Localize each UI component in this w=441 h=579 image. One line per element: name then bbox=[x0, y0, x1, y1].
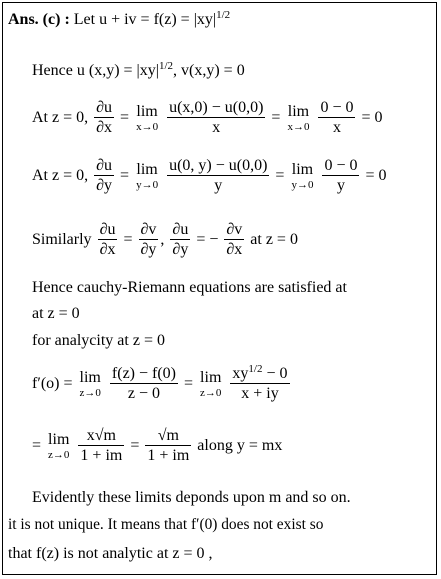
limit bbox=[291, 162, 313, 191]
result: = 0 bbox=[365, 167, 387, 184]
lim-word: lim bbox=[136, 102, 158, 120]
du-dx-fraction bbox=[94, 100, 114, 136]
equals: = bbox=[120, 167, 130, 184]
lim-sub: z→0 bbox=[79, 386, 101, 399]
equals: = bbox=[32, 437, 42, 454]
numerator: ∂u bbox=[99, 221, 116, 238]
equals-minus: = − bbox=[196, 231, 219, 248]
limit-along-line bbox=[32, 428, 282, 464]
result: = 0 bbox=[361, 109, 383, 126]
numerator: 0 − 0 bbox=[324, 157, 358, 174]
not-analytic-text: that f(z) is not analytic at z = 0 , bbox=[8, 545, 213, 562]
numerator: u(x,0) − u(0,0) bbox=[169, 99, 264, 116]
limit bbox=[287, 104, 309, 133]
du-dx-fraction bbox=[98, 222, 118, 258]
denominator: 1 + im bbox=[147, 447, 190, 464]
denominator: x bbox=[332, 119, 341, 136]
numerator bbox=[230, 363, 289, 384]
zero-fraction bbox=[318, 100, 355, 136]
f-prime-lhs: f′(o) = bbox=[32, 375, 73, 392]
numerator: ∂u bbox=[96, 99, 113, 116]
denominator: ∂y bbox=[172, 241, 189, 258]
denominator: ∂y bbox=[96, 177, 113, 194]
xm-quotient bbox=[78, 428, 124, 464]
zero-fraction bbox=[322, 158, 359, 194]
numerator: u(0, y) − u(0,0) bbox=[169, 157, 268, 174]
cauchy-riemann-relations bbox=[32, 222, 298, 258]
denominator: ∂x bbox=[96, 119, 113, 136]
lim-word: lim bbox=[200, 368, 222, 386]
numerator: ∂u bbox=[172, 221, 189, 238]
exponent: 1/2 bbox=[158, 60, 174, 72]
derivative-definition bbox=[32, 363, 292, 402]
lim-sub: x→0 bbox=[136, 120, 159, 133]
denominator: ∂x bbox=[99, 241, 116, 258]
equals: = bbox=[271, 109, 281, 126]
lim-word: lim bbox=[79, 368, 101, 386]
u-v-definition bbox=[32, 60, 245, 79]
u-def-text: Hence u (x,y) = |xy| bbox=[32, 62, 159, 79]
definition-text: Let u + iv = f(z) = |xy| bbox=[73, 11, 217, 28]
limit bbox=[80, 370, 101, 399]
limit bbox=[136, 162, 158, 191]
denominator: 1 + im bbox=[80, 447, 123, 464]
comma: , bbox=[160, 231, 165, 248]
limit bbox=[136, 104, 158, 133]
denominator: x bbox=[212, 119, 221, 136]
denominator: ∂y bbox=[140, 241, 157, 258]
dv-dx-fraction bbox=[224, 222, 244, 258]
numerator: √m bbox=[145, 428, 191, 446]
numerator: x√m bbox=[78, 428, 124, 446]
equals: = bbox=[120, 109, 130, 126]
numerator: ∂v bbox=[140, 221, 157, 238]
numerator: ∂u bbox=[96, 157, 113, 174]
equals: = bbox=[123, 231, 133, 248]
lim-sub: y→0 bbox=[136, 178, 159, 191]
exponent: 1/2 bbox=[216, 9, 231, 21]
lim-sub: z→0 bbox=[200, 386, 222, 399]
xy-quotient bbox=[230, 363, 289, 402]
cr-at-z0-text: at z = 0 bbox=[32, 305, 80, 322]
difference-quotient bbox=[167, 158, 269, 194]
answer-label: Ans. (c) : bbox=[8, 11, 70, 28]
similarly-text: Similarly bbox=[32, 231, 92, 248]
denominator: x + iy bbox=[241, 385, 279, 402]
limit bbox=[48, 432, 69, 461]
numerator: 0 − 0 bbox=[320, 99, 354, 116]
at-z0-text: At z = 0, bbox=[32, 167, 89, 184]
not-unique-text: it is not unique. It means that f′(0) does not exist so bbox=[8, 516, 324, 533]
derivative-quotient bbox=[110, 366, 178, 402]
num-tail: − 0 bbox=[262, 365, 288, 382]
dv-dy-fraction bbox=[139, 222, 159, 258]
partial-ux-equation bbox=[32, 100, 383, 136]
m-quotient bbox=[145, 428, 191, 464]
lim-word: lim bbox=[291, 160, 314, 178]
equals: = bbox=[275, 167, 285, 184]
limit bbox=[200, 370, 221, 399]
du-dy-fraction bbox=[170, 222, 190, 258]
lim-word: lim bbox=[136, 160, 158, 178]
lim-sub: z→0 bbox=[48, 448, 70, 461]
lim-sub: y→0 bbox=[291, 178, 314, 191]
cr-satisfied-text: Hence cauchy-Riemann equations are satisfied at bbox=[32, 279, 347, 296]
du-dy-fraction bbox=[94, 158, 114, 194]
v-def-text: , v(x,y) = 0 bbox=[173, 62, 245, 79]
denominator: ∂x bbox=[226, 241, 243, 258]
evidently-text: Evidently these limits deponds upon m and so on. bbox=[32, 489, 351, 506]
numerator: ∂v bbox=[226, 221, 243, 238]
denominator: z − 0 bbox=[127, 385, 161, 402]
numerator: f(z) − f(0) bbox=[111, 365, 176, 382]
denominator: y bbox=[336, 177, 345, 194]
lim-word: lim bbox=[48, 430, 70, 448]
at-z0-text: At z = 0, bbox=[32, 109, 89, 126]
along-line-text: along y = mx bbox=[197, 437, 283, 454]
denominator: y bbox=[214, 177, 223, 194]
lim-word: lim bbox=[287, 102, 310, 120]
at-z0-text: at z = 0 bbox=[250, 231, 298, 248]
equals: = bbox=[130, 437, 140, 454]
partial-uy-equation bbox=[32, 158, 387, 194]
exponent: 1/2 bbox=[248, 363, 263, 375]
analycity-text: for analycity at z = 0 bbox=[32, 332, 165, 349]
lim-sub: x→0 bbox=[287, 120, 310, 133]
equals: = bbox=[184, 375, 194, 392]
num-base: xy bbox=[232, 365, 249, 382]
difference-quotient bbox=[167, 100, 265, 136]
answer-line-1 bbox=[8, 9, 231, 28]
